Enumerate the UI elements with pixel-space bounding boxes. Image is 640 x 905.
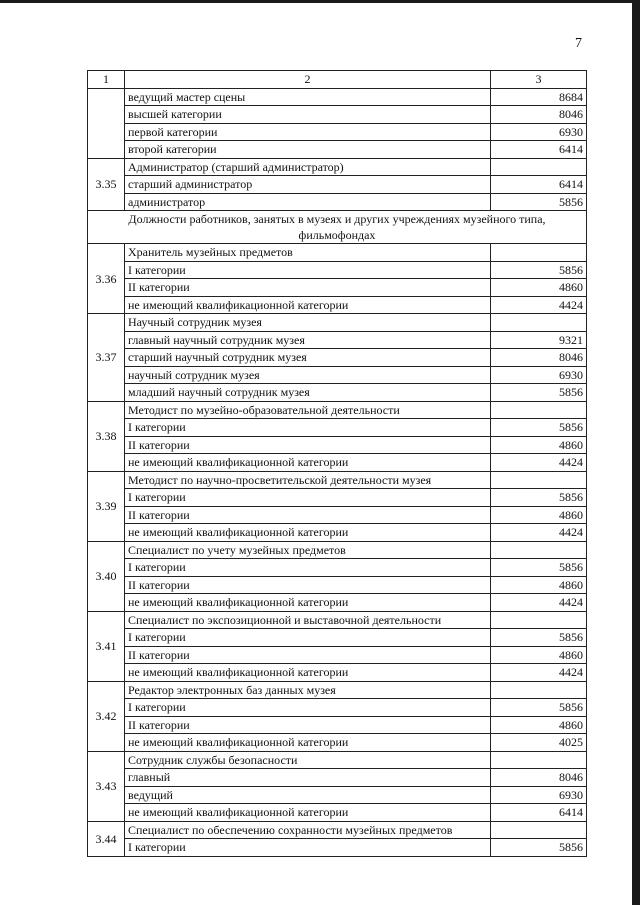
salary-value: 8046 [491,349,587,367]
salary-value-empty [491,611,587,629]
position-label: I категории [125,839,491,857]
position-label: старший администратор [125,176,491,194]
position-label: I категории [125,489,491,507]
table-row [88,366,587,384]
group-title: Специалист по обеспечению сохранности музейных предметов [125,821,491,839]
table-row [88,88,587,106]
position-label: не имеющий квалификационной категории [125,296,491,314]
table-row [88,123,587,141]
salary-value-empty [491,314,587,332]
salary-value: 4025 [491,734,587,752]
group-title: Хранитель музейных предметов [125,244,491,262]
table-row [88,261,587,279]
salary-value: 5856 [491,384,587,402]
salary-value: 8684 [491,88,587,106]
position-label: I категории [125,261,491,279]
position-label: I категории [125,559,491,577]
position-label: не имеющий квалификационной категории [125,664,491,682]
table-row [88,176,587,194]
group-number: 3.41 [88,611,125,681]
salary-value: 5856 [491,839,587,857]
salary-value: 5856 [491,489,587,507]
position-label: I категории [125,699,491,717]
table-row [88,786,587,804]
position-label: старший научный сотрудник музея [125,349,491,367]
salary-value: 9321 [491,331,587,349]
group-title-row [88,401,587,419]
salary-table-body [88,71,587,857]
salary-value-empty [491,471,587,489]
position-label: II категории [125,279,491,297]
position-label: первой категории [125,123,491,141]
salary-value-empty [491,401,587,419]
salary-value: 5856 [491,699,587,717]
salary-value: 4860 [491,506,587,524]
group-title-row [88,244,587,262]
table-row [88,141,587,159]
salary-value: 4860 [491,576,587,594]
group-number: 3.39 [88,471,125,541]
group-number: 3.43 [88,751,125,821]
group-title: Администратор (старший администратор) [125,158,491,176]
header-col-2: 2 [125,71,491,89]
position-label: младший научный сотрудник музея [125,384,491,402]
table-row [88,106,587,124]
group-title: Методист по научно-просветительской деятельности музея [125,471,491,489]
salary-value: 8046 [491,769,587,787]
table-row [88,419,587,437]
group-title-row [88,611,587,629]
group-number: 3.38 [88,401,125,471]
table-row [88,769,587,787]
group-title-row [88,314,587,332]
table-row [88,629,587,647]
salary-value: 6930 [491,366,587,384]
table-row [88,839,587,857]
salary-value: 6930 [491,786,587,804]
position-label: главный научный сотрудник музея [125,331,491,349]
group-title-row [88,541,587,559]
table-row [88,436,587,454]
salary-value: 4860 [491,646,587,664]
salary-value: 4424 [491,454,587,472]
salary-value-empty [491,751,587,769]
table-row [88,489,587,507]
salary-value: 6414 [491,176,587,194]
group-title: Специалист по учету музейных предметов [125,541,491,559]
header-col-1: 1 [88,71,125,89]
table-row [88,506,587,524]
group-title-row [88,681,587,699]
position-label: ведущий мастер сцены [125,88,491,106]
table-row [88,646,587,664]
group-number: 3.42 [88,681,125,751]
group-title: Сотрудник службы безопасности [125,751,491,769]
position-label: I категории [125,419,491,437]
group-title: Специалист по экспозиционной и выставочной деятельности [125,611,491,629]
table-row [88,349,587,367]
position-label: администратор [125,193,491,211]
position-label: II категории [125,436,491,454]
group-title-row [88,751,587,769]
table-row [88,384,587,402]
group-number: 3.35 [88,158,125,211]
section-row [88,211,587,244]
table-row [88,454,587,472]
salary-value: 4860 [491,436,587,454]
position-label: не имеющий квалификационной категории [125,454,491,472]
position-label: II категории [125,646,491,664]
salary-value: 4860 [491,279,587,297]
salary-value: 6414 [491,141,587,159]
salary-value: 5856 [491,419,587,437]
salary-value: 4424 [491,594,587,612]
group-title: Научный сотрудник музея [125,314,491,332]
salary-value: 5856 [491,193,587,211]
salary-value: 5856 [491,629,587,647]
table-row [88,664,587,682]
position-label: научный сотрудник музея [125,366,491,384]
position-label: II категории [125,576,491,594]
group-title: Редактор электронных баз данных музея [125,681,491,699]
table-row [88,279,587,297]
scan-edge-right [632,0,640,905]
position-label: главный [125,769,491,787]
position-label: II категории [125,506,491,524]
salary-value: 4860 [491,716,587,734]
group-number: 3.44 [88,821,125,856]
row-number-cell [88,88,125,158]
salary-value: 6414 [491,804,587,822]
position-label: не имеющий квалификационной категории [125,524,491,542]
position-label: не имеющий квалификационной категории [125,734,491,752]
section-title: Должности работников, занятых в музеях и других учреждениях музейного типа, фильмофондах [88,211,587,244]
salary-value: 6930 [491,123,587,141]
position-label: высшей категории [125,106,491,124]
salary-value-empty [491,821,587,839]
salary-value-empty [491,244,587,262]
salary-value: 8046 [491,106,587,124]
table-row [88,576,587,594]
salary-value: 5856 [491,261,587,279]
table-row [88,716,587,734]
salary-value: 4424 [491,296,587,314]
group-number: 3.37 [88,314,125,402]
group-title-row [88,471,587,489]
position-label: I категории [125,629,491,647]
page-number: 7 [575,36,582,51]
group-title-row [88,158,587,176]
salary-table [87,70,587,857]
position-label: не имеющий квалификационной категории [125,594,491,612]
position-label: второй категории [125,141,491,159]
position-label: не имеющий квалификационной категории [125,804,491,822]
group-title: Методист по музейно-образовательной деятельности [125,401,491,419]
salary-value: 5856 [491,559,587,577]
table-row [88,524,587,542]
header-col-3: 3 [491,71,587,89]
salary-value-empty [491,681,587,699]
position-label: II категории [125,716,491,734]
table-row [88,734,587,752]
salary-value-empty [491,541,587,559]
table-row [88,804,587,822]
table-row [88,296,587,314]
table-row [88,594,587,612]
position-label: ведущий [125,786,491,804]
salary-value: 4424 [491,664,587,682]
table-row [88,193,587,211]
salary-value: 4424 [491,524,587,542]
table-header-row [88,71,587,89]
scan-edge-top [0,0,640,3]
table-row [88,699,587,717]
table-row [88,559,587,577]
group-title-row [88,821,587,839]
group-number: 3.36 [88,244,125,314]
table-row [88,331,587,349]
salary-value-empty [491,158,587,176]
group-number: 3.40 [88,541,125,611]
